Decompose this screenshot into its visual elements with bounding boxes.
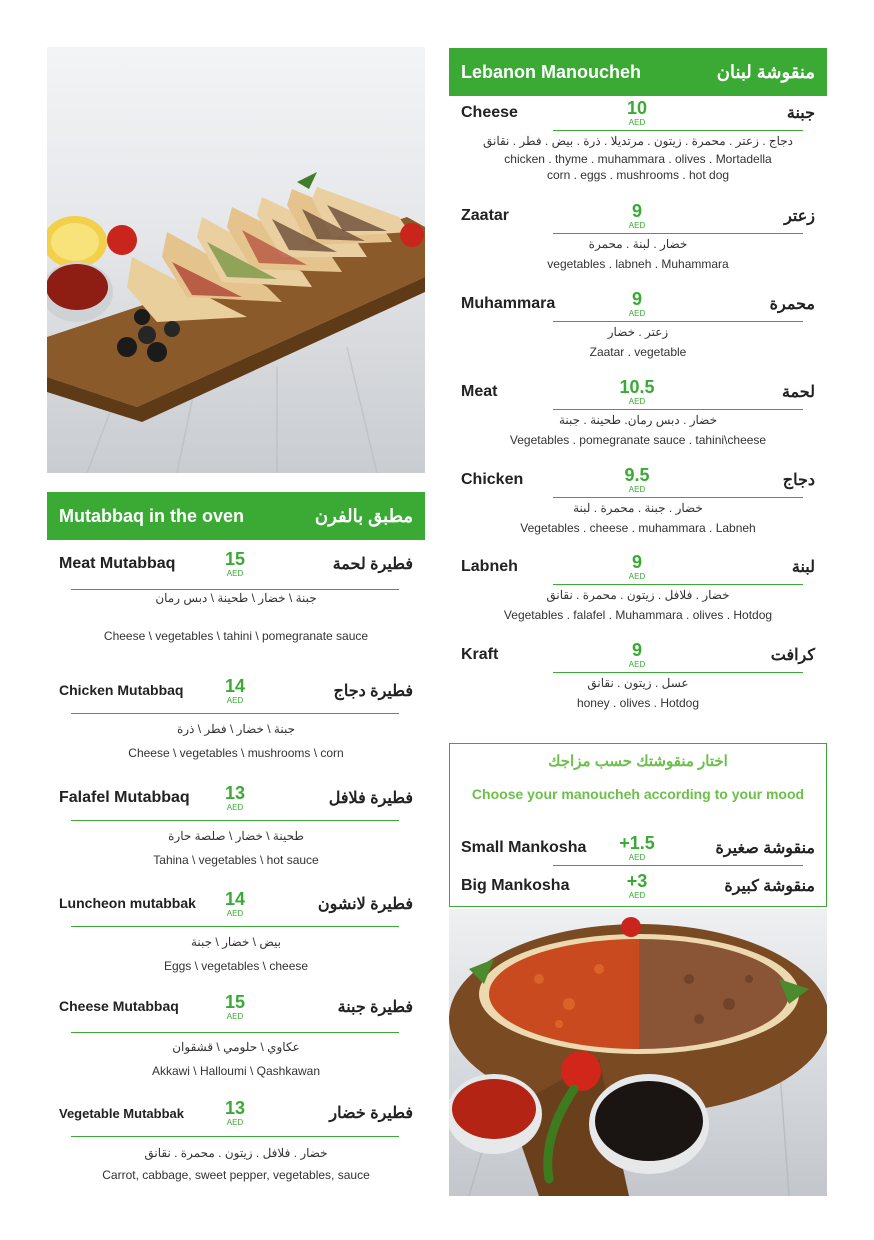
menu-item-zaatar <box>461 201 815 273</box>
item-name-ar: فطيرة خضار <box>329 1105 413 1122</box>
item-desc-ar: خضار . جبنة . محمرة . لبنة <box>573 501 703 515</box>
item-desc-ar: خضار . دبس رمان. طحينة . جبنة <box>558 413 718 427</box>
mutabbaq-section-header <box>47 492 425 540</box>
item-price: 9 AED <box>628 201 646 230</box>
option-price: +3 AED <box>626 871 648 900</box>
item-price: 9.5 AED <box>624 465 650 494</box>
item-desc-en: Cheese \ vegetables \ tahini \ pomegranate sauce <box>103 629 369 643</box>
item-name-en: Kraft <box>461 646 499 663</box>
divider <box>553 584 803 585</box>
item-desc-ar: عكاوي \ حلومي \ قشقوان <box>172 1040 300 1054</box>
menu-item-meat-mutabbaq <box>59 549 413 645</box>
menu-item-chicken-mutabbaq <box>59 676 413 762</box>
item-desc-ar: طحينة \ خضار \ صلصة حارة <box>168 829 304 843</box>
item-name-ar: زعتر <box>784 208 815 225</box>
item-desc-ar: زعتر . خضار <box>607 325 669 339</box>
item-name-ar: فطيرة لحمة <box>332 556 413 573</box>
mutabbaq-photo <box>47 47 425 473</box>
item-price: 9 AED <box>628 640 646 669</box>
option-name-en: Small Mankosha <box>461 839 587 856</box>
item-price: 13 AED <box>224 1098 246 1127</box>
item-name-ar: لحمة <box>781 384 815 401</box>
item-price: 9 AED <box>628 289 646 318</box>
item-price: 10.5 AED <box>619 377 655 406</box>
menu-item-falafel-mutabbaq <box>59 783 413 869</box>
divider <box>553 497 803 498</box>
divider <box>553 409 803 410</box>
item-price: 14 AED <box>224 889 246 918</box>
divider <box>553 233 803 234</box>
manoucheh-section-header <box>449 48 827 96</box>
item-price: 9 AED <box>628 552 646 581</box>
item-price: 15 AED <box>224 549 246 578</box>
item-desc-ar: عسل . زيتون . نقانق <box>587 676 689 690</box>
item-name-en: Cheese Mutabbaq <box>59 998 179 1014</box>
item-desc-ar: خضار . فلافل . زيتون . محمرة . نقانق <box>546 588 730 602</box>
divider <box>553 672 803 673</box>
item-desc-en-2: corn . eggs . mushrooms . hot dog <box>546 168 730 182</box>
size-options-title-en: Choose your manoucheh according to your mood <box>471 786 805 802</box>
size-option-small <box>461 833 815 867</box>
menu-item-cheese-mutabbaq <box>59 992 413 1080</box>
item-desc-en: Vegetables . pomegranate sauce . tahini\cheese <box>509 433 767 447</box>
item-name-ar: لبنة <box>791 559 815 576</box>
item-name-ar: فطيرة لانشون <box>317 896 413 913</box>
mutabbaq-title-en: Mutabbaq in the oven <box>59 505 245 526</box>
menu-item-luncheon-mutabbak <box>59 889 413 975</box>
item-desc-en: Zaatar . vegetable <box>589 345 687 359</box>
manoucheh-photo <box>449 909 827 1196</box>
item-name-en: Meat Mutabbaq <box>59 555 176 572</box>
divider <box>71 926 399 927</box>
menu-item-chicken <box>461 465 815 537</box>
divider <box>71 713 399 714</box>
item-name-en: Zaatar <box>461 207 510 224</box>
item-desc-ar: جبنة \ خضار \ فطر \ ذرة <box>176 722 295 736</box>
item-name-ar: فطيرة دجاج <box>333 683 413 700</box>
manoucheh-title-ar: منقوشة لبنان <box>716 61 815 82</box>
item-name-ar: دجاج <box>782 472 815 489</box>
divider <box>71 1136 399 1137</box>
manoucheh-title-en: Lebanon Manoucheh <box>461 61 641 82</box>
item-desc-en: Akkawi \ Halloumi \ Qashkawan <box>151 1064 321 1078</box>
item-desc-ar: خضار . لبنة . محمرة <box>588 237 688 251</box>
divider <box>553 321 803 322</box>
item-desc-en: Cheese \ vegetables \ mushrooms \ corn <box>128 746 344 760</box>
menu-item-labneh <box>461 552 815 624</box>
item-name-en: Falafel Mutabbaq <box>59 789 190 806</box>
item-name-ar: محمرة <box>769 296 815 313</box>
size-option-big <box>461 871 815 905</box>
divider <box>71 589 399 590</box>
item-desc-ar: بيض \ خضار \ جبنة <box>190 935 282 949</box>
item-name-en: Labneh <box>461 558 518 575</box>
menu-item-cheese <box>461 98 815 184</box>
item-desc-ar: خضار . فلافل . زيتون . محمرة . نقانق <box>144 1146 328 1160</box>
item-name-en: Vegetable Mutabbak <box>59 1106 184 1121</box>
menu-item-kraft <box>461 640 815 712</box>
item-name-ar: فطيرة فلافل <box>328 790 413 807</box>
item-name-en: Meat <box>461 383 498 400</box>
item-price: 14 AED <box>224 676 246 705</box>
item-desc-en: Tahina \ vegetables \ hot sauce <box>153 853 319 867</box>
item-desc-en: Vegetables . falafel . Muhammara . olives . Hotdog <box>503 608 773 622</box>
option-name-en: Big Mankosha <box>461 877 570 894</box>
item-price: 13 AED <box>224 783 246 812</box>
menu-item-meat <box>461 377 815 449</box>
item-name-ar: كرافت <box>770 647 815 664</box>
divider <box>553 130 803 131</box>
item-desc-en: Eggs \ vegetables \ cheese <box>163 959 309 973</box>
divider <box>71 1032 399 1033</box>
menu-item-vegetable-mutabbak <box>59 1098 413 1184</box>
item-desc-en: vegetables . labneh . Muhammara <box>547 257 729 271</box>
item-price: 10 AED <box>626 98 648 127</box>
item-name-en: Chicken <box>461 471 524 488</box>
item-desc-ar: دجاج . زعتر . محمرة . زيتون . مرتديلا . ذرة . بيض . فطر . نقانق <box>482 134 794 148</box>
item-name-ar: فطيرة جبنة <box>337 999 413 1016</box>
item-name-en: Luncheon mutabbak <box>59 895 196 911</box>
item-name-en: Cheese <box>461 104 518 121</box>
item-desc-en: Carrot, cabbage, sweet pepper, vegetables, sauce <box>102 1168 370 1182</box>
divider <box>553 865 803 866</box>
item-name-en: Chicken Mutabbaq <box>59 682 184 698</box>
item-name-ar: جبنة <box>786 105 815 122</box>
item-desc-ar: جبنة \ خضار \ طحينة \ دبس رمان <box>155 591 317 605</box>
mutabbaq-title-ar: مطبق بالفرن <box>314 505 413 526</box>
option-price: +1.5 AED <box>619 833 655 862</box>
item-desc-en: Vegetables . cheese . muhammara . Labneh <box>520 521 756 535</box>
item-desc-en: honey . olives . Hotdog <box>576 696 700 710</box>
item-desc-en: chicken . thyme . muhammara . olives . Mortadella <box>504 152 772 166</box>
option-name-ar: منقوشة كبيرة <box>724 878 815 895</box>
divider <box>71 820 399 821</box>
option-name-ar: منقوشة صغيرة <box>715 840 815 857</box>
item-price: 15 AED <box>224 992 246 1021</box>
size-options-title-ar: اختار منقوشتك حسب مزاجك <box>548 753 728 770</box>
item-name-en: Muhammara <box>461 295 556 312</box>
menu-item-muhammara <box>461 289 815 361</box>
